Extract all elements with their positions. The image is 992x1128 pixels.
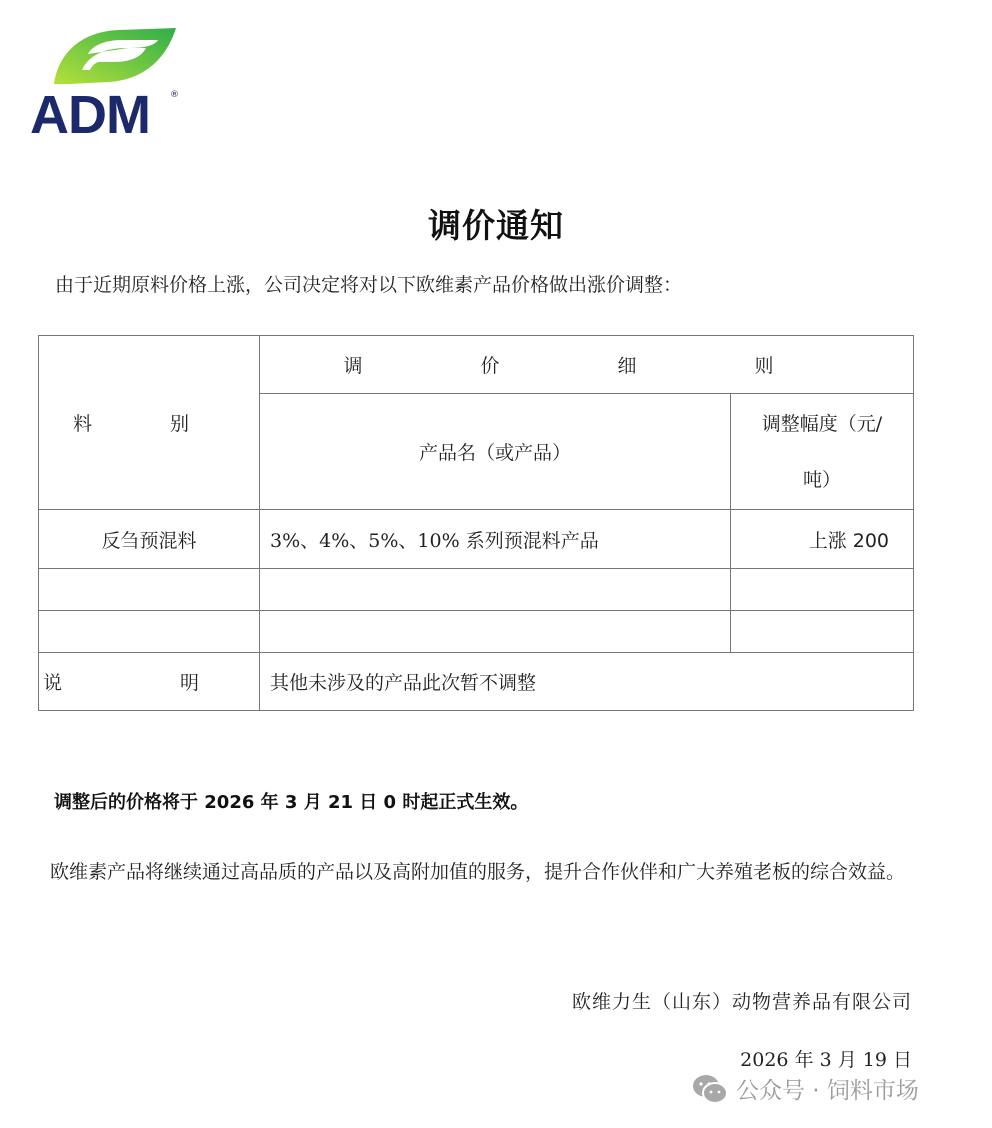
price-table	[38, 335, 914, 711]
logo-text: ADM	[30, 85, 150, 145]
note-text: 其他未涉及的产品此次暂不调整	[260, 653, 914, 711]
company-name: 欧维力生（山东）动物营养品有限公司	[571, 991, 912, 1013]
effective-date-text: 调整后的价格将于 2026 年 3 月 21 日 0 时起正式生效。	[54, 792, 529, 813]
watermark	[692, 1072, 919, 1105]
header-amount: 调整幅度（元/ 吨）	[731, 394, 914, 510]
page-title: 调价通知	[428, 206, 564, 245]
row-amount	[731, 611, 914, 653]
table-row	[39, 569, 914, 611]
adm-logo	[28, 26, 179, 145]
row-category: 反刍预混料	[39, 510, 260, 569]
row-category	[39, 611, 260, 653]
issue-date: 2026 年 3 月 19 日	[740, 1049, 912, 1071]
intro-text: 由于近期原料价格上涨，公司决定将对以下欧维素产品价格做出涨价调整：	[55, 274, 683, 296]
header-details: 调 价 细 则	[260, 336, 914, 394]
wechat-icon	[692, 1074, 728, 1104]
table-row	[39, 611, 914, 653]
row-product: 3%、4%、5%、10% 系列预混料产品	[260, 510, 731, 569]
closing-paragraph: 欧维素产品将继续通过高品质的产品以及高附加值的服务，提升合作伙伴和广大养殖老板的综合效益。	[50, 861, 906, 883]
row-category	[39, 569, 260, 611]
row-amount	[731, 569, 914, 611]
row-amount: 上涨 200	[731, 510, 914, 569]
leaf-icon	[48, 26, 178, 88]
row-product	[260, 611, 731, 653]
table-row	[39, 510, 914, 569]
header-product: 产品名（或产品）	[260, 394, 731, 510]
header-category: 料 别	[39, 336, 260, 510]
watermark-text: 公众号 · 饲料市场	[736, 1078, 919, 1104]
row-product	[260, 569, 731, 611]
registered-mark: ®	[170, 90, 179, 100]
note-label: 说 明	[39, 653, 260, 711]
